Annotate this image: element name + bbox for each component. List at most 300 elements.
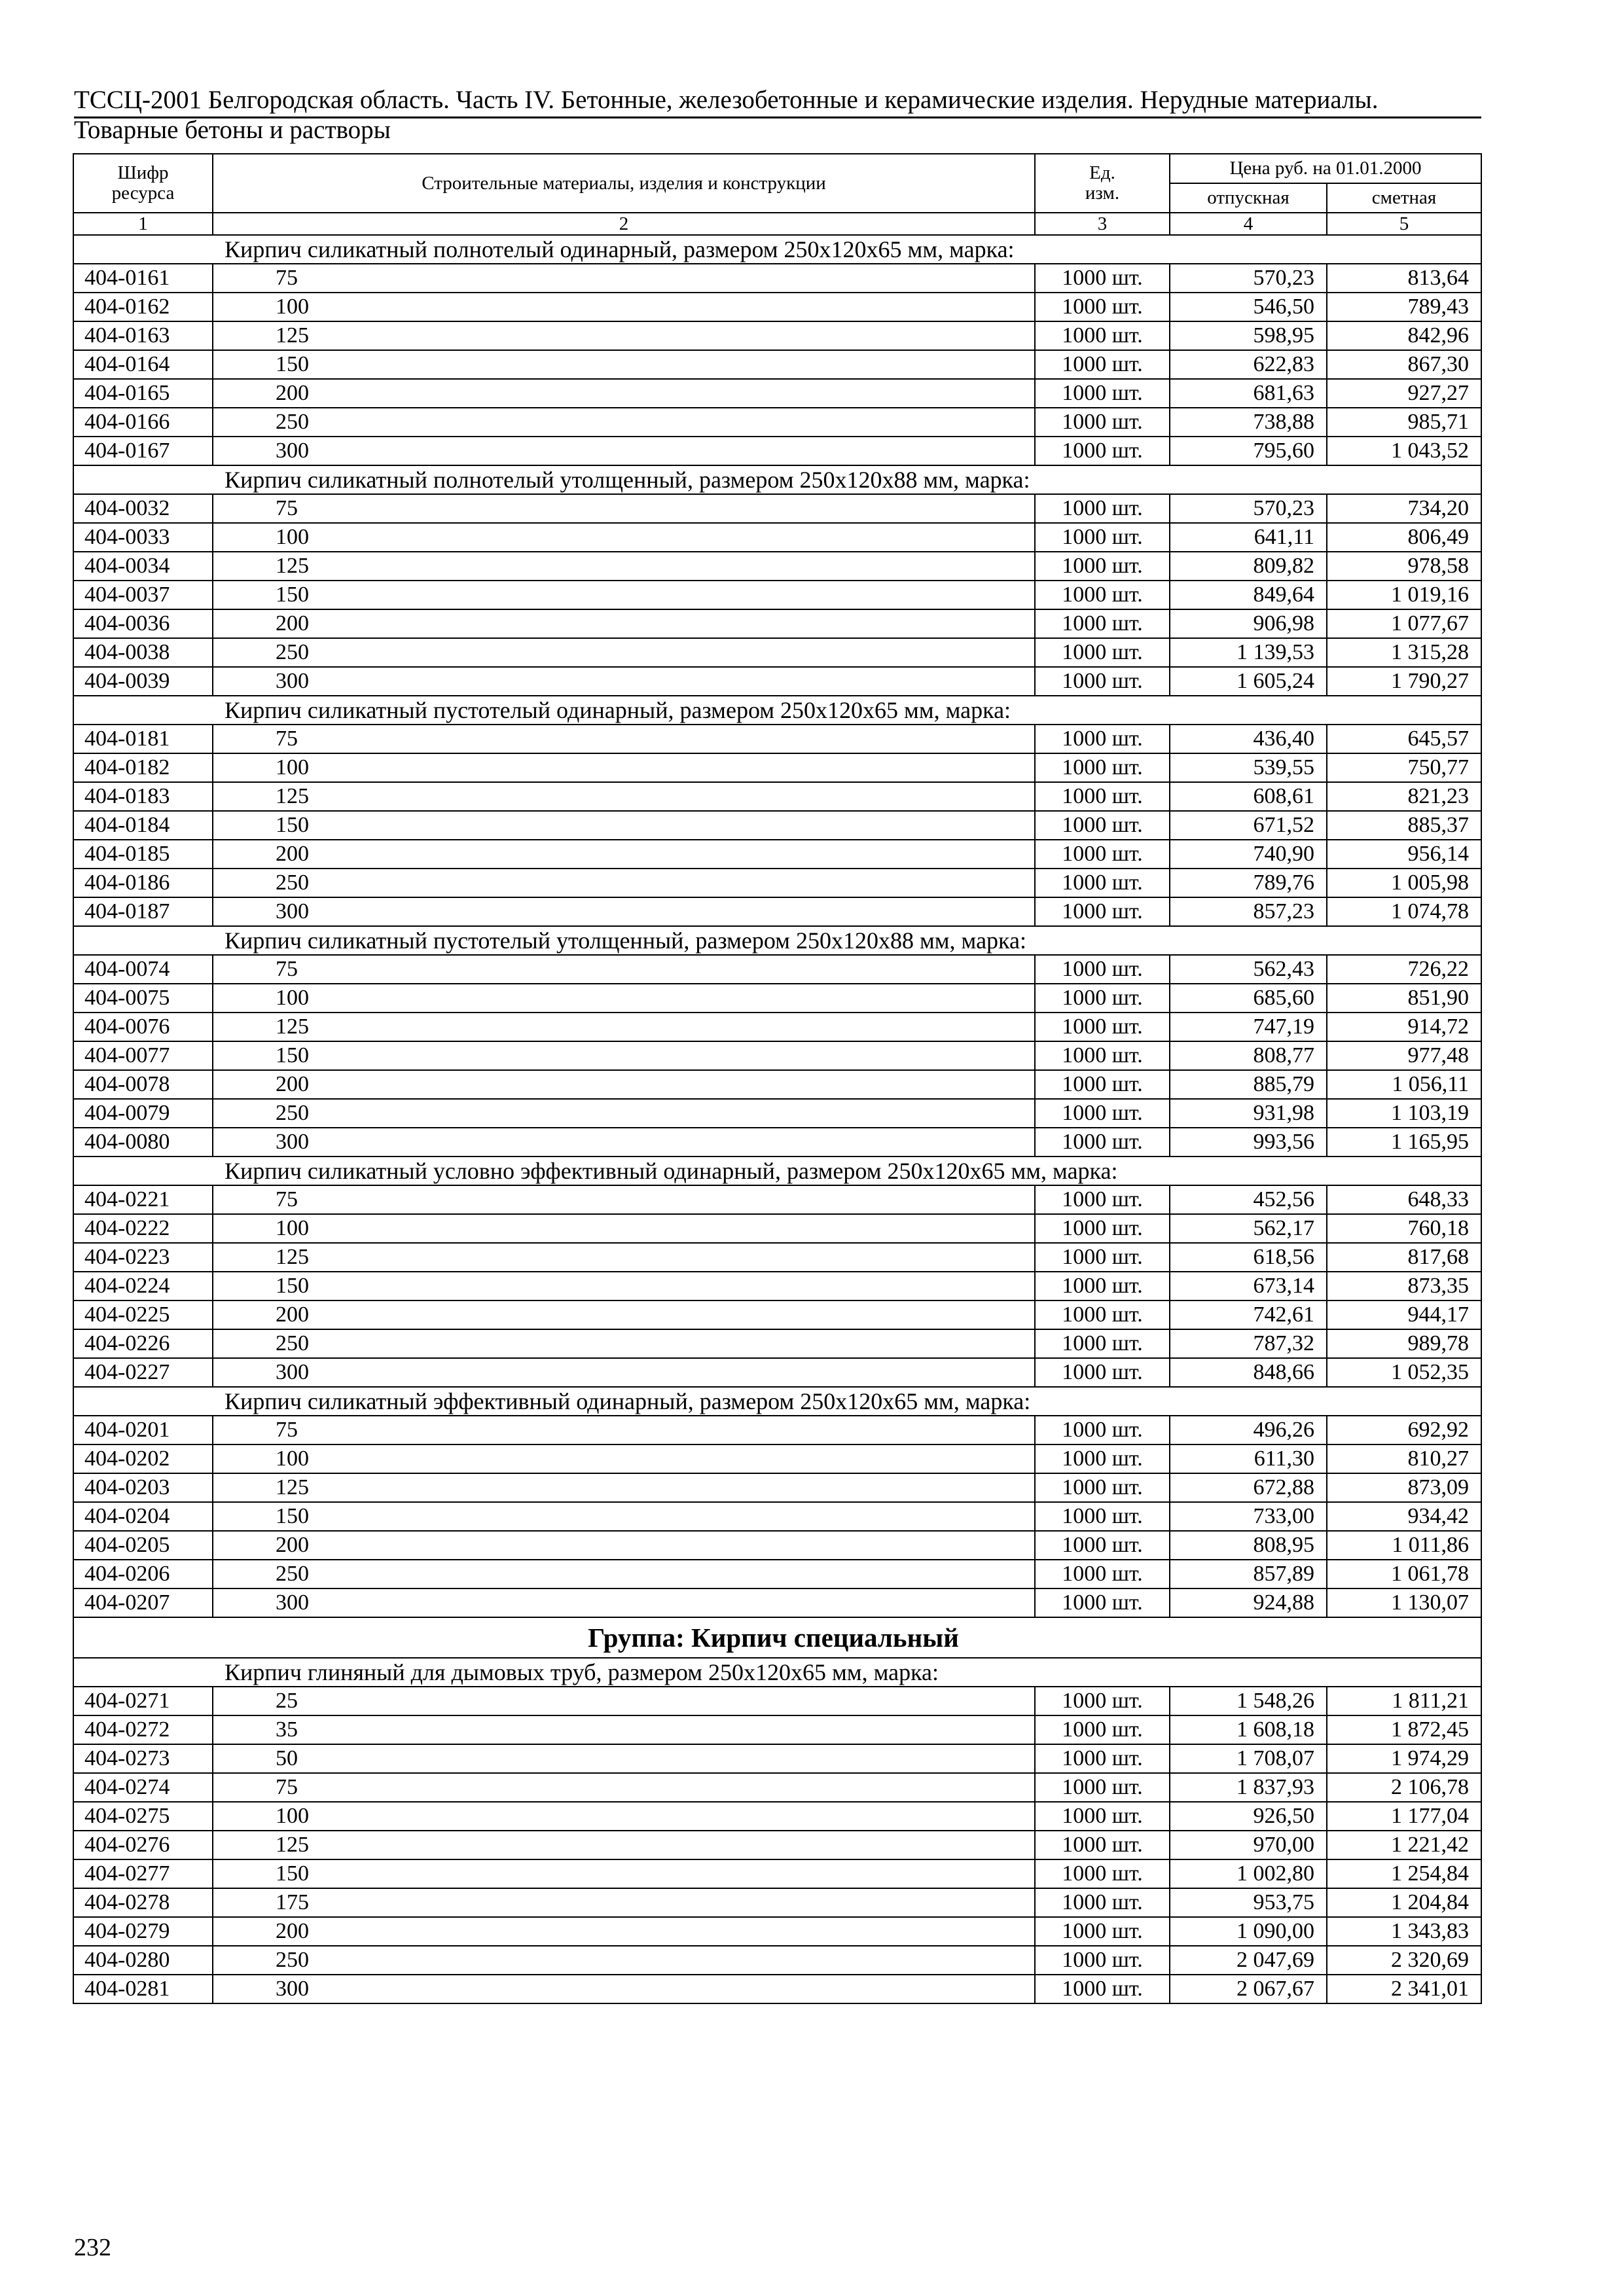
group-heading-row (73, 1617, 1481, 1658)
column-number-row (73, 213, 1481, 235)
resource-code-cell: 404-0034 (73, 552, 213, 581)
release-price-cell: 787,32 (1170, 1329, 1327, 1358)
release-price-cell: 970,00 (1170, 1831, 1327, 1859)
grade-cell: 200 (213, 1300, 1035, 1329)
section-heading-row (73, 235, 1481, 264)
grade-cell: 100 (213, 753, 1035, 782)
resource-code-cell: 404-0076 (73, 1013, 213, 1041)
header-price: Цена руб. на 01.01.2000 (1170, 154, 1481, 183)
estimate-price-cell: 873,09 (1327, 1473, 1481, 1502)
section-heading: Кирпич силикатный эффективный одинарный, размером 250х120х65 мм, марка: (73, 1387, 1481, 1416)
unit-cell: 1000 шт. (1035, 1329, 1170, 1358)
grade-cell: 100 (213, 523, 1035, 552)
grade-cell: 250 (213, 869, 1035, 897)
grade-cell: 250 (213, 408, 1035, 437)
resource-code-cell: 404-0183 (73, 782, 213, 811)
estimate-price-cell: 2 320,69 (1327, 1946, 1481, 1975)
resource-code-cell: 404-0227 (73, 1358, 213, 1387)
estimate-price-cell: 1 974,29 (1327, 1744, 1481, 1773)
release-price-cell: 622,83 (1170, 350, 1327, 379)
table-row (73, 984, 1481, 1013)
release-price-cell: 611,30 (1170, 1444, 1327, 1473)
unit-cell: 1000 шт. (1035, 1041, 1170, 1070)
estimate-price-cell: 985,71 (1327, 408, 1481, 437)
grade-cell: 150 (213, 581, 1035, 609)
release-price-cell: 562,17 (1170, 1214, 1327, 1243)
unit-cell: 1000 шт. (1035, 350, 1170, 379)
grade-cell: 300 (213, 667, 1035, 696)
unit-cell: 1000 шт. (1035, 1744, 1170, 1773)
grade-cell: 125 (213, 552, 1035, 581)
release-price-cell: 681,63 (1170, 379, 1327, 408)
estimate-price-cell: 1 061,78 (1327, 1560, 1481, 1588)
resource-code-cell: 404-0201 (73, 1416, 213, 1444)
section-heading-row (73, 1157, 1481, 1185)
table-row (73, 1502, 1481, 1531)
unit-cell: 1000 шт. (1035, 408, 1170, 437)
table-row (73, 1975, 1481, 2003)
table-row (73, 869, 1481, 897)
release-price-cell: 452,56 (1170, 1185, 1327, 1214)
resource-code-cell: 404-0077 (73, 1041, 213, 1070)
resource-code-cell: 404-0187 (73, 897, 213, 926)
resource-code-cell: 404-0075 (73, 984, 213, 1013)
resource-code-cell: 404-0080 (73, 1128, 213, 1157)
estimate-price-cell: 817,68 (1327, 1243, 1481, 1272)
resource-code-cell: 404-0221 (73, 1185, 213, 1214)
grade-cell: 150 (213, 1502, 1035, 1531)
release-price-cell: 1 548,26 (1170, 1687, 1327, 1715)
unit-cell: 1000 шт. (1035, 1859, 1170, 1888)
resource-code-cell: 404-0165 (73, 379, 213, 408)
grade-cell: 300 (213, 1128, 1035, 1157)
table-row (73, 638, 1481, 667)
resource-code-cell: 404-0182 (73, 753, 213, 782)
grade-cell: 200 (213, 609, 1035, 638)
release-price-cell: 2 067,67 (1170, 1975, 1327, 2003)
unit-cell: 1000 шт. (1035, 494, 1170, 523)
table-row (73, 321, 1481, 350)
release-price-cell: 733,00 (1170, 1502, 1327, 1531)
resource-code-cell: 404-0271 (73, 1687, 213, 1715)
unit-cell: 1000 шт. (1035, 1185, 1170, 1214)
table-row (73, 667, 1481, 696)
unit-cell: 1000 шт. (1035, 1444, 1170, 1473)
release-price-cell: 795,60 (1170, 437, 1327, 465)
release-price-cell: 1 139,53 (1170, 638, 1327, 667)
table-row (73, 955, 1481, 984)
release-price-cell: 618,56 (1170, 1243, 1327, 1272)
unit-cell: 1000 шт. (1035, 897, 1170, 926)
grade-cell: 75 (213, 725, 1035, 753)
resource-code-cell: 404-0222 (73, 1214, 213, 1243)
resource-code-cell: 404-0204 (73, 1502, 213, 1531)
resource-code-cell: 404-0202 (73, 1444, 213, 1473)
resource-code-cell: 404-0074 (73, 955, 213, 984)
release-price-cell: 809,82 (1170, 552, 1327, 581)
estimate-price-cell: 810,27 (1327, 1444, 1481, 1473)
estimate-price-cell: 1 043,52 (1327, 437, 1481, 465)
estimate-price-cell: 873,35 (1327, 1272, 1481, 1300)
release-price-cell: 885,79 (1170, 1070, 1327, 1099)
estimate-price-cell: 867,30 (1327, 350, 1481, 379)
grade-cell: 200 (213, 1070, 1035, 1099)
estimate-price-cell: 978,58 (1327, 552, 1481, 581)
unit-cell: 1000 шт. (1035, 609, 1170, 638)
resource-code-cell: 404-0272 (73, 1715, 213, 1744)
table-row (73, 379, 1481, 408)
release-price-cell: 496,26 (1170, 1416, 1327, 1444)
resource-code-cell: 404-0206 (73, 1560, 213, 1588)
grade-cell: 125 (213, 1243, 1035, 1272)
unit-cell: 1000 шт. (1035, 1013, 1170, 1041)
table-row (73, 609, 1481, 638)
estimate-price-cell: 927,27 (1327, 379, 1481, 408)
estimate-price-cell: 1 011,86 (1327, 1531, 1481, 1560)
unit-cell: 1000 шт. (1035, 1687, 1170, 1715)
table-row (73, 1831, 1481, 1859)
unit-cell: 1000 шт. (1035, 1272, 1170, 1300)
unit-cell: 1000 шт. (1035, 1128, 1170, 1157)
table-row (73, 1128, 1481, 1157)
grade-cell: 125 (213, 782, 1035, 811)
estimate-price-cell: 1 221,42 (1327, 1831, 1481, 1859)
table-row (73, 350, 1481, 379)
release-price-cell: 926,50 (1170, 1802, 1327, 1831)
section-heading: Кирпич силикатный полнотелый одинарный, размером 250х120х65 мм, марка: (73, 235, 1481, 264)
estimate-price-cell: 1 019,16 (1327, 581, 1481, 609)
table-row (73, 753, 1481, 782)
table-row (73, 1946, 1481, 1975)
release-price-cell: 685,60 (1170, 984, 1327, 1013)
estimate-price-cell: 956,14 (1327, 840, 1481, 869)
unit-cell: 1000 шт. (1035, 1888, 1170, 1917)
resource-code-cell: 404-0205 (73, 1531, 213, 1560)
table-row (73, 552, 1481, 581)
estimate-price-cell: 1 204,84 (1327, 1888, 1481, 1917)
resource-code-cell: 404-0224 (73, 1272, 213, 1300)
table-row (73, 1802, 1481, 1831)
release-price-cell: 570,23 (1170, 494, 1327, 523)
grade-cell: 25 (213, 1687, 1035, 1715)
section-heading-row (73, 465, 1481, 494)
release-price-cell: 672,88 (1170, 1473, 1327, 1502)
header-code: Шифр ресурса (73, 154, 213, 213)
grade-cell: 125 (213, 1473, 1035, 1502)
release-price-cell: 931,98 (1170, 1099, 1327, 1128)
grade-cell: 150 (213, 1859, 1035, 1888)
grade-cell: 75 (213, 1773, 1035, 1802)
release-price-cell: 608,61 (1170, 782, 1327, 811)
release-price-cell: 539,55 (1170, 753, 1327, 782)
grade-cell: 150 (213, 1041, 1035, 1070)
grade-cell: 125 (213, 1831, 1035, 1859)
resource-code-cell: 404-0225 (73, 1300, 213, 1329)
table-row (73, 725, 1481, 753)
grade-cell: 175 (213, 1888, 1035, 1917)
release-price-cell: 671,52 (1170, 811, 1327, 840)
section-heading: Кирпич глиняный для дымовых труб, размером 250х120х65 мм, марка: (73, 1658, 1481, 1687)
table-row (73, 1773, 1481, 1802)
table-row (73, 897, 1481, 926)
release-price-cell: 673,14 (1170, 1272, 1327, 1300)
grade-cell: 300 (213, 1588, 1035, 1617)
resource-code-cell: 404-0278 (73, 1888, 213, 1917)
estimate-price-cell: 813,64 (1327, 264, 1481, 293)
estimate-price-cell: 692,92 (1327, 1416, 1481, 1444)
section-heading: Кирпич силикатный условно эффективный одинарный, размером 250х120х65 мм, марка: (73, 1157, 1481, 1185)
unit-cell: 1000 шт. (1035, 1473, 1170, 1502)
grade-cell: 125 (213, 1013, 1035, 1041)
estimate-price-cell: 1 052,35 (1327, 1358, 1481, 1387)
estimate-price-cell: 806,49 (1327, 523, 1481, 552)
resource-code-cell: 404-0226 (73, 1329, 213, 1358)
column-number: 4 (1170, 213, 1327, 235)
grade-cell: 300 (213, 437, 1035, 465)
estimate-price-cell: 1 790,27 (1327, 667, 1481, 696)
release-price-cell: 1 605,24 (1170, 667, 1327, 696)
unit-cell: 1000 шт. (1035, 264, 1170, 293)
estimate-price-cell: 750,77 (1327, 753, 1481, 782)
table-row (73, 1358, 1481, 1387)
unit-cell: 1000 шт. (1035, 1773, 1170, 1802)
release-price-cell: 546,50 (1170, 293, 1327, 321)
resource-code-cell: 404-0275 (73, 1802, 213, 1831)
resource-code-cell: 404-0273 (73, 1744, 213, 1773)
estimate-price-cell: 1 130,07 (1327, 1588, 1481, 1617)
release-price-cell: 993,56 (1170, 1128, 1327, 1157)
estimate-price-cell: 645,57 (1327, 725, 1481, 753)
release-price-cell: 1 708,07 (1170, 1744, 1327, 1773)
unit-cell: 1000 шт. (1035, 1975, 1170, 2003)
table-row (73, 782, 1481, 811)
grade-cell: 75 (213, 264, 1035, 293)
unit-cell: 1000 шт. (1035, 1099, 1170, 1128)
section-heading-row (73, 696, 1481, 725)
section-heading-row (73, 926, 1481, 955)
grade-cell: 150 (213, 350, 1035, 379)
resource-code-cell: 404-0277 (73, 1859, 213, 1888)
table-row (73, 408, 1481, 437)
release-price-cell: 924,88 (1170, 1588, 1327, 1617)
unit-cell: 1000 шт. (1035, 811, 1170, 840)
resource-code-cell: 404-0279 (73, 1917, 213, 1946)
estimate-price-cell: 789,43 (1327, 293, 1481, 321)
header-price-release: отпускная (1170, 183, 1327, 213)
unit-cell: 1000 шт. (1035, 1531, 1170, 1560)
header-price-estimate: сметная (1327, 183, 1481, 213)
release-price-cell: 562,43 (1170, 955, 1327, 984)
title-divider (74, 117, 1481, 118)
grade-cell: 200 (213, 1917, 1035, 1946)
table-row (73, 1070, 1481, 1099)
resource-code-cell: 404-0185 (73, 840, 213, 869)
grade-cell: 100 (213, 1444, 1035, 1473)
grade-cell: 200 (213, 840, 1035, 869)
unit-cell: 1000 шт. (1035, 1243, 1170, 1272)
grade-cell: 250 (213, 1946, 1035, 1975)
table-row (73, 581, 1481, 609)
estimate-price-cell: 851,90 (1327, 984, 1481, 1013)
unit-cell: 1000 шт. (1035, 753, 1170, 782)
grade-cell: 100 (213, 1214, 1035, 1243)
group-heading: Группа: Кирпич специальный (73, 1617, 1481, 1658)
unit-cell: 1000 шт. (1035, 840, 1170, 869)
grade-cell: 250 (213, 1099, 1035, 1128)
table-row (73, 1917, 1481, 1946)
resource-code-cell: 404-0079 (73, 1099, 213, 1128)
release-price-cell: 1 090,00 (1170, 1917, 1327, 1946)
table-header-row (73, 154, 1481, 183)
estimate-price-cell: 1 343,83 (1327, 1917, 1481, 1946)
grade-cell: 75 (213, 1416, 1035, 1444)
estimate-price-cell: 1 177,04 (1327, 1802, 1481, 1831)
estimate-price-cell: 760,18 (1327, 1214, 1481, 1243)
grade-cell: 50 (213, 1744, 1035, 1773)
grade-cell: 300 (213, 1975, 1035, 2003)
grade-cell: 75 (213, 494, 1035, 523)
estimate-price-cell: 1 103,19 (1327, 1099, 1481, 1128)
header-unit: Ед. изм. (1035, 154, 1170, 213)
unit-cell: 1000 шт. (1035, 379, 1170, 408)
estimate-price-cell: 726,22 (1327, 955, 1481, 984)
unit-cell: 1000 шт. (1035, 667, 1170, 696)
page-title: ТССЦ-2001 Белгородская область. Часть IV. Бетонные, железобетонные и керамические изделия. Нерудные материалы. Товарные бетоны и растворы (74, 86, 1379, 144)
release-price-cell: 857,89 (1170, 1560, 1327, 1588)
resource-code-cell: 404-0276 (73, 1831, 213, 1859)
table-row (73, 1687, 1481, 1715)
release-price-cell: 570,23 (1170, 264, 1327, 293)
unit-cell: 1000 шт. (1035, 1070, 1170, 1099)
release-price-cell: 738,88 (1170, 408, 1327, 437)
release-price-cell: 641,11 (1170, 523, 1327, 552)
table-body (73, 154, 1481, 2003)
grade-cell: 125 (213, 321, 1035, 350)
grade-cell: 300 (213, 897, 1035, 926)
grade-cell: 75 (213, 1185, 1035, 1214)
estimate-price-cell: 1 056,11 (1327, 1070, 1481, 1099)
release-price-cell: 808,77 (1170, 1041, 1327, 1070)
estimate-price-cell: 885,37 (1327, 811, 1481, 840)
resource-code-cell: 404-0039 (73, 667, 213, 696)
release-price-cell: 953,75 (1170, 1888, 1327, 1917)
price-table (73, 153, 1482, 2004)
resource-code-cell: 404-0162 (73, 293, 213, 321)
estimate-price-cell: 2 106,78 (1327, 1773, 1481, 1802)
estimate-price-cell: 1 254,84 (1327, 1859, 1481, 1888)
table-row (73, 1744, 1481, 1773)
release-price-cell: 848,66 (1170, 1358, 1327, 1387)
resource-code-cell: 404-0036 (73, 609, 213, 638)
table-row (73, 437, 1481, 465)
unit-cell: 1000 шт. (1035, 1300, 1170, 1329)
estimate-price-cell: 944,17 (1327, 1300, 1481, 1329)
resource-code-cell: 404-0223 (73, 1243, 213, 1272)
table-row (73, 1214, 1481, 1243)
grade-cell: 200 (213, 1531, 1035, 1560)
table-row (73, 1300, 1481, 1329)
table-row (73, 1560, 1481, 1588)
table-row (73, 1859, 1481, 1888)
unit-cell: 1000 шт. (1035, 1358, 1170, 1387)
grade-cell: 100 (213, 984, 1035, 1013)
unit-cell: 1000 шт. (1035, 955, 1170, 984)
unit-cell: 1000 шт. (1035, 782, 1170, 811)
unit-cell: 1000 шт. (1035, 552, 1170, 581)
table-row (73, 1041, 1481, 1070)
resource-code-cell: 404-0166 (73, 408, 213, 437)
resource-code-cell: 404-0033 (73, 523, 213, 552)
unit-cell: 1000 шт. (1035, 1416, 1170, 1444)
resource-code-cell: 404-0078 (73, 1070, 213, 1099)
table-row (73, 1013, 1481, 1041)
resource-code-cell: 404-0167 (73, 437, 213, 465)
unit-cell: 1000 шт. (1035, 523, 1170, 552)
table-row (73, 1099, 1481, 1128)
table-row (73, 1715, 1481, 1744)
table-row (73, 1329, 1481, 1358)
resource-code-cell: 404-0181 (73, 725, 213, 753)
table-row (73, 1185, 1481, 1214)
grade-cell: 250 (213, 638, 1035, 667)
grade-cell: 35 (213, 1715, 1035, 1744)
estimate-price-cell: 821,23 (1327, 782, 1481, 811)
estimate-price-cell: 734,20 (1327, 494, 1481, 523)
table-row (73, 1444, 1481, 1473)
resource-code-cell: 404-0184 (73, 811, 213, 840)
table-row (73, 1243, 1481, 1272)
release-price-cell: 747,19 (1170, 1013, 1327, 1041)
table-row (73, 1888, 1481, 1917)
grade-cell: 100 (213, 1802, 1035, 1831)
section-heading: Кирпич силикатный пустотелый утолщенный, размером 250х120х88 мм, марка: (73, 926, 1481, 955)
estimate-price-cell: 934,42 (1327, 1502, 1481, 1531)
header-name: Строительные материалы, изделия и конструкции (213, 154, 1035, 213)
resource-code-cell: 404-0281 (73, 1975, 213, 2003)
release-price-cell: 740,90 (1170, 840, 1327, 869)
column-number: 1 (73, 213, 213, 235)
estimate-price-cell: 1 872,45 (1327, 1715, 1481, 1744)
unit-cell: 1000 шт. (1035, 1917, 1170, 1946)
release-price-cell: 1 608,18 (1170, 1715, 1327, 1744)
grade-cell: 150 (213, 811, 1035, 840)
page-number: 232 (74, 2234, 111, 2261)
estimate-price-cell: 2 341,01 (1327, 1975, 1481, 2003)
grade-cell: 250 (213, 1560, 1035, 1588)
release-price-cell: 849,64 (1170, 581, 1327, 609)
column-number: 3 (1035, 213, 1170, 235)
table-row (73, 1588, 1481, 1617)
unit-cell: 1000 шт. (1035, 1946, 1170, 1975)
resource-code-cell: 404-0186 (73, 869, 213, 897)
estimate-price-cell: 842,96 (1327, 321, 1481, 350)
table-row (73, 1531, 1481, 1560)
estimate-price-cell: 1 077,67 (1327, 609, 1481, 638)
release-price-cell: 808,95 (1170, 1531, 1327, 1560)
estimate-price-cell: 648,33 (1327, 1185, 1481, 1214)
grade-cell: 150 (213, 1272, 1035, 1300)
grade-cell: 250 (213, 1329, 1035, 1358)
estimate-price-cell: 1 005,98 (1327, 869, 1481, 897)
resource-code-cell: 404-0161 (73, 264, 213, 293)
table-row (73, 264, 1481, 293)
resource-code-cell: 404-0203 (73, 1473, 213, 1502)
column-number: 5 (1327, 213, 1481, 235)
release-price-cell: 742,61 (1170, 1300, 1327, 1329)
table-row (73, 293, 1481, 321)
resource-code-cell: 404-0037 (73, 581, 213, 609)
section-heading: Кирпич силикатный пустотелый одинарный, размером 250х120х65 мм, марка: (73, 696, 1481, 725)
